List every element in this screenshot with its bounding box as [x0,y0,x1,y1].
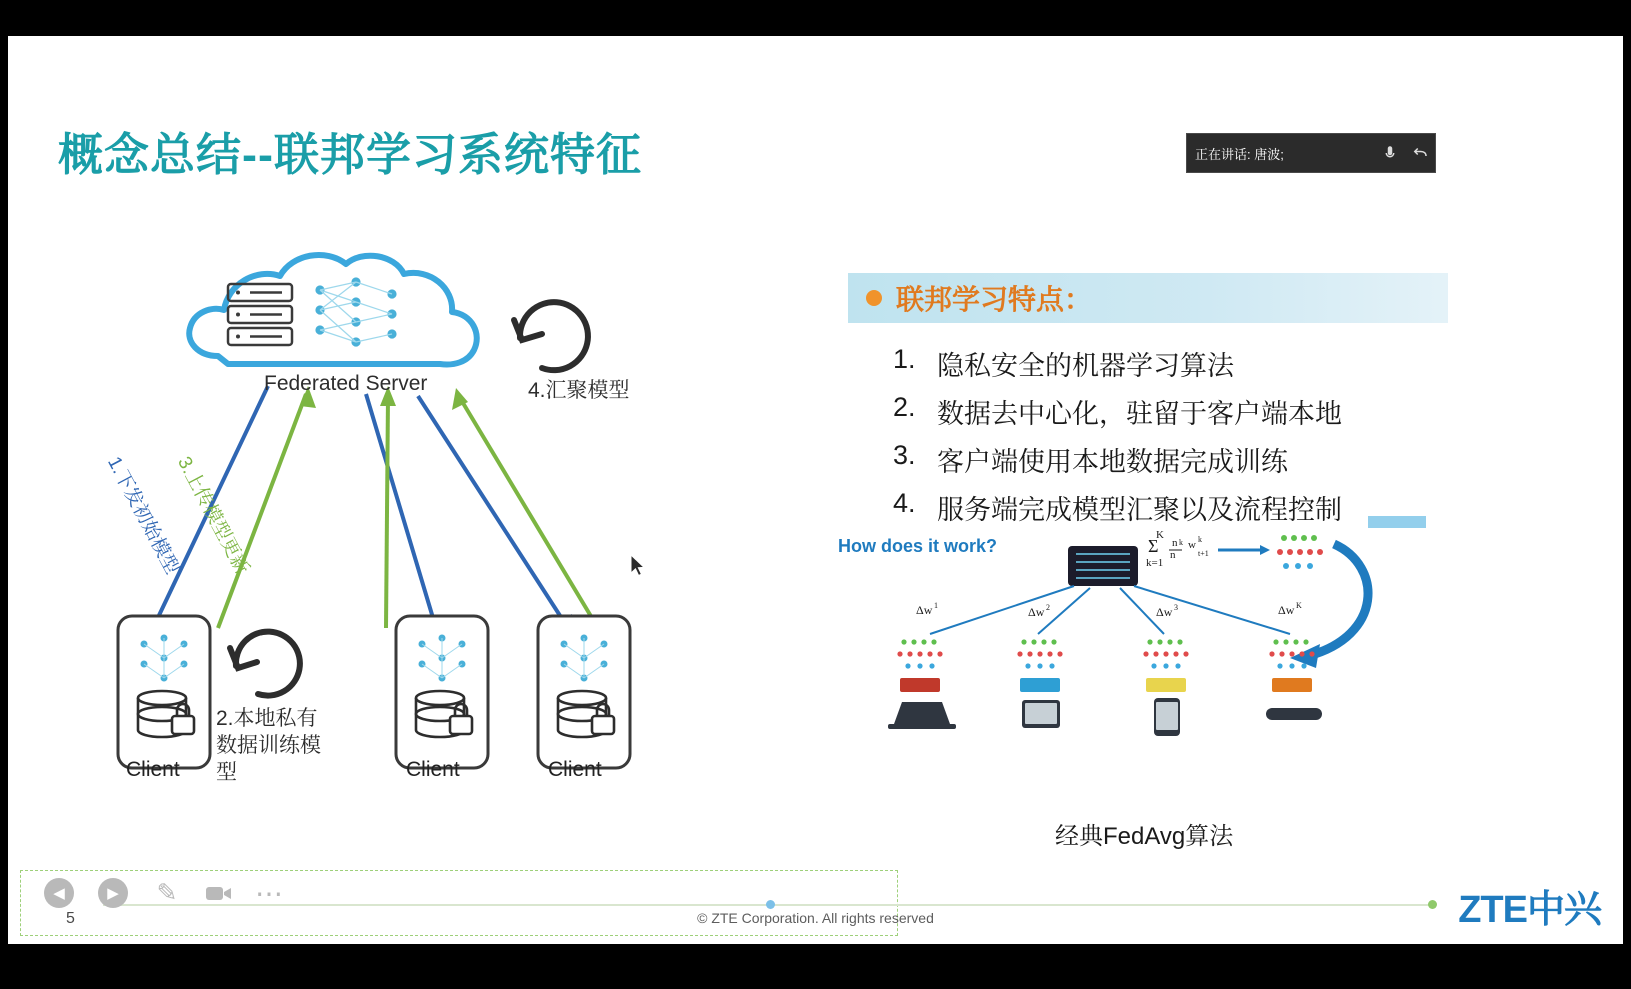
upload-model-label: 3.上传模型更新 [173,453,253,578]
svg-text:t+1: t+1 [1198,549,1209,558]
svg-text:K: K [1296,601,1302,610]
fedavg-question-label: How does it work? [838,536,998,556]
copyright-text: © ZTE Corporation. All rights reserved [697,910,934,926]
active-speaker-label: 正在讲话: 唐波; [1195,146,1284,162]
download-model-label: 1.下发初始模型 [103,453,183,578]
svg-text:k: k [1198,535,1202,544]
client-label-3: Client [548,758,602,781]
svg-text:2: 2 [1046,603,1050,612]
active-speaker-badge [1186,133,1436,173]
next-slide-button[interactable]: ▶ [98,878,128,908]
video-tool-button[interactable] [204,878,234,908]
list-item-text: 服务端完成模型汇聚以及流程控制 [937,495,1342,525]
microphone-icon [1375,134,1405,172]
back-arrow-icon[interactable] [1405,134,1435,172]
federated-server-label: Federated Server [264,372,428,395]
pen-tool-button[interactable]: ✎ [156,879,178,907]
svg-text:n: n [1170,549,1176,561]
list-item-text: 数据去中心化，驻留于客户端本地 [937,399,1342,429]
federated-learning-diagram [68,246,788,856]
svg-text:Δw: Δw [1278,603,1295,617]
aggregate-model-label: 4.汇聚模型 [528,379,630,402]
list-item-text: 隐私安全的机器学习算法 [937,351,1234,381]
list-item-number: 2. [893,392,916,422]
zte-logo: ZTE中兴 [1458,889,1601,931]
list-item [893,440,1513,479]
timeline-marker-end[interactable] [1428,900,1437,909]
fedavg-caption: 经典FedAvg算法 [1055,823,1234,850]
svg-text:1: 1 [934,601,938,610]
list-item-number: 1. [893,344,916,374]
slide-footer [8,860,1623,944]
local-training-label: 2.本地私有数据训练模型 [216,707,321,784]
svg-text:Σ: Σ [1148,536,1159,556]
svg-text:Δw: Δw [1156,605,1173,619]
svg-text:K: K [1156,529,1164,541]
feature-heading-text: 联邦学习特点： [896,284,1093,315]
svg-text:k=1: k=1 [1146,557,1164,569]
list-item-text: 客户端使用本地数据完成训练 [937,447,1288,477]
svg-text:n: n [1172,537,1178,549]
bullet-icon [866,290,882,306]
fedavg-figure [838,516,1438,816]
svg-text:Δw: Δw [1028,605,1045,619]
feature-heading-banner [848,273,1448,323]
page-title: 概念总结--联邦学习系统特征 [58,129,642,180]
svg-text:k: k [1179,538,1183,547]
svg-text:Δw: Δw [916,603,933,617]
prev-slide-button[interactable]: ◀ [44,878,74,908]
list-item [893,392,1513,431]
list-item-number: 4. [893,488,916,518]
more-options-button[interactable]: ⋯ [255,877,283,909]
client-label-2: Client [406,758,460,781]
presentation-slide [8,36,1623,944]
list-item [893,344,1513,383]
feature-list [853,344,1513,536]
timeline-marker-current[interactable] [766,900,775,909]
svg-text:w: w [1188,539,1196,551]
fedavg-svg [838,516,1438,806]
svg-text:3: 3 [1174,603,1178,612]
list-item-number: 3. [893,440,916,470]
page-number: 5 [66,910,75,927]
client-label-1: Client [126,758,180,781]
